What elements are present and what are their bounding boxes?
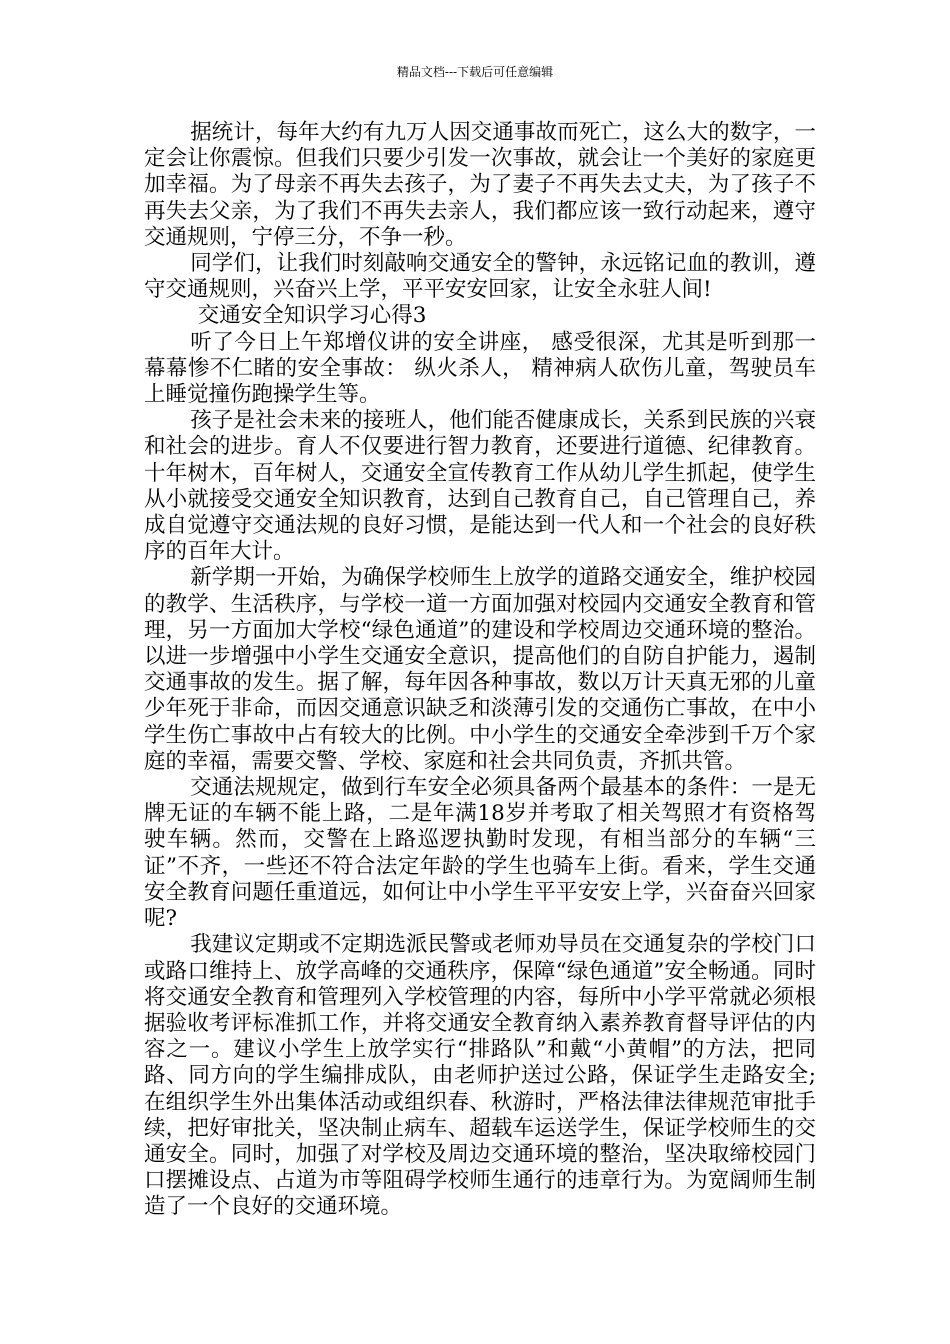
- paragraph-suggestion: 我建议定期或不定期选派民警或老师劝导员在交通复杂的学校门口或路口维持上、放学高峰的交通秩序，保障“绿色通道”安全畅通。同时 将交通安全教育和管理列入学校管理的内容，每所中小学平常就必须根据验收考评标准抓工作，并将交通安全教育纳入素养教育督导评估的内容之一。建议小学生上放学实行“排路队”和戴“小黄帽”的方法，把同路、同方向的学生编排成队，由老师护送过公路，保证学生走路安全;在组织学生外出集体活动或组织春、秋游时，严格法律法律规范审批手续，把好审批关，坚决制止病车、超载车运送学生，保证学校师生的交通安全。同时，加强了对学校及周边交通环境的整治，坚决取缔校园门口摆摊设点、占道为市等阻碍学校师生通行的违章行为。为宽阔师生制造了一个良好的交通环境。: [144, 932, 816, 1220]
- paragraph-statistics: 据统计，每年大约有九万人因交通事故而死亡，这么大的数字，一定会让你震惊。但我们只要少引发一次事故，就会让一个美好的家庭更加幸福。为了母亲不再失去孩子，为了妻子不再失去丈夫，为了孩子不再失去父亲，为了我们不再失去亲人，我们都应该一致行动起来，遵守交通规则，宁停三分，不争一秒。: [144, 120, 816, 250]
- paragraph-new-semester: 新学期一开始，为确保学校师生上放学的道路交通安全，维护校园的教学、生活秩序，与学校一道一方面加强对校园内交通安全教育和管理，另一方面加大学校“绿色通道”的建设和学校周边交通环境的整治。以进一步增强中小学生交通安全意识，提高他们的自防自护能力，遏制交通事故的发生。据了解，每年因各种事故，数以万计天真无邪的儿童少年死于非命，而因交通意识缺乏和淡薄引发的交通伤亡事故，在中小学生伤亡事故中占有较大的比例。中小学生的交通安全牵涉到千万个家庭的幸福，需要交警、学校、家庭和社会共同负责，齐抓共管。: [144, 565, 816, 774]
- paragraph-classmates: 同学们，让我们时刻敲响交通安全的警钟，永远铭记血的教训，遵守交通规则，兴奋兴上学，平平安安回家，让安全永驻人间!: [144, 251, 816, 303]
- page-header: 精品文档---下载后可任意编辑: [396, 65, 554, 79]
- paragraph-lecture: 听了今日上午郑增仪讲的安全讲座， 感受很深，尤其是听到那一幕幕惨不仁睹的安全事故： 纵火杀人， 精神病人砍伤儿童，驾驶员车上睡觉撞伤跑操学生等。: [144, 329, 816, 408]
- paragraph-traffic-law: 交通法规规定，做到行车安全必须具备两个最基本的条件：一是无牌无证的车辆不能上路，二是年满18岁并考取了相关驾照才有资格驾驶车辆。然而，交警在上路巡逻执勤时发现，有相当部分的车辆“三证”不齐，一些还不符合法定年龄的学生也骑车上街。看来，学生交通安全教育问题任重道远，如何让中小学生平平安安上学，兴奋奋兴回家呢?: [144, 775, 816, 932]
- paragraph-children-future: 孩子是社会未来的接班人，他们能否健康成长，关系到民族的兴衰和社会的进步。育人不仅要进行智力教育，还要进行道德、纪律教育。十年树木，百年树人，交通安全宣传教育工作从幼儿学生抓起，使学生从小就接受交通安全知识教育，达到自己教育自己，自己管理自己，养成自觉遵守交通法规的良好习惯，是能达到一代人和一个社会的良好秩序的百年大计。: [144, 408, 816, 565]
- document-body: [144, 120, 816, 1221]
- section-heading: 交通安全知识学习心得3: [197, 303, 427, 329]
